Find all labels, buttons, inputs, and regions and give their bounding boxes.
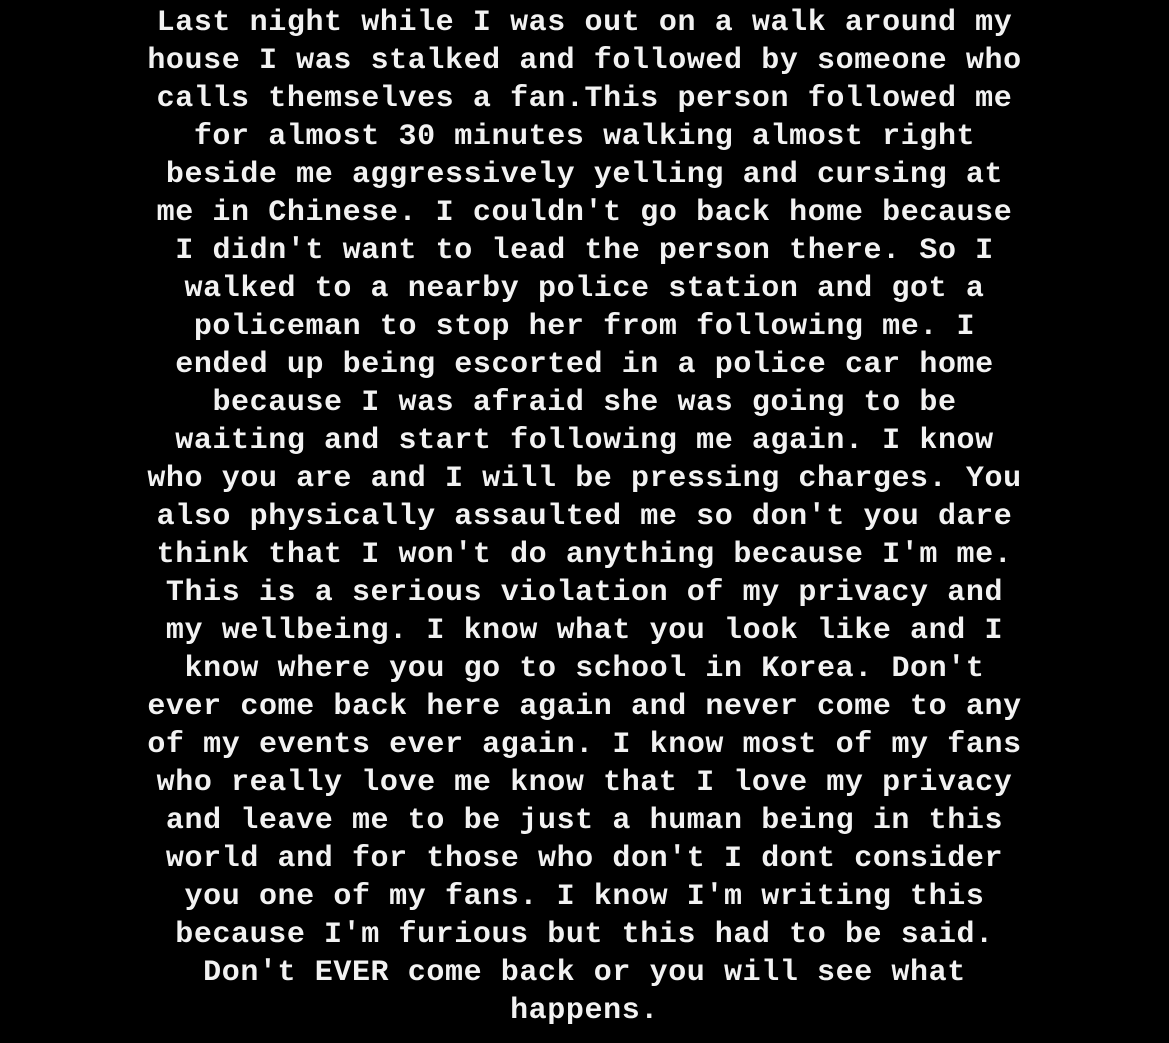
story-line: and leave me to be just a human being in this: [165, 804, 1004, 838]
story-line: for almost 30 minutes walking almost right: [193, 120, 976, 154]
story-line: who you are and I will be pressing charges. You: [147, 462, 1022, 496]
story-line: walked to a nearby police station and got a: [184, 272, 985, 306]
story-line: waiting and start following me again. I know: [175, 424, 994, 458]
story-line: my wellbeing. I know what you look like and I: [165, 614, 1004, 648]
story-line: Don't EVER come back or you will see what: [203, 956, 966, 990]
story-line: because I was afraid she was going to be: [212, 386, 957, 420]
story-line: beside me aggressively yelling and cursing at: [165, 158, 1004, 192]
story-line: me in Chinese. I couldn't go back home because: [156, 196, 1013, 230]
story-line: think that I won't do anything because I'm me.: [156, 538, 1013, 572]
story-line: who really love me know that I love my privacy: [156, 766, 1013, 800]
story-line: policeman to stop her from following me. I: [193, 310, 976, 344]
story-line: Last night while I was out on a walk around my: [156, 6, 1013, 40]
story-line: you one of my fans. I know I'm writing this: [184, 880, 985, 914]
story-line: because I'm furious but this had to be said.: [175, 918, 994, 952]
story-line: This is a serious violation of my privacy and: [165, 576, 1004, 610]
story-line: of my events ever again. I know most of my fans: [147, 728, 1022, 762]
story-line: house I was stalked and followed by someone who: [147, 44, 1022, 78]
story-line: happens.: [510, 994, 659, 1028]
story-line: calls themselves a fan.This person followed me: [156, 82, 1013, 116]
story-line: also physically assaulted me so don't you dare: [156, 500, 1013, 534]
story-line: I didn't want to lead the person there. So I: [175, 234, 994, 268]
story-line: ended up being escorted in a police car home: [175, 348, 994, 382]
story-line: ever come back here again and never come to any: [147, 690, 1022, 724]
story-line: know where you go to school in Korea. Don't: [184, 652, 985, 686]
story-line: world and for those who don't I dont consider: [165, 842, 1004, 876]
story-text-block: [0, 4, 1169, 1030]
